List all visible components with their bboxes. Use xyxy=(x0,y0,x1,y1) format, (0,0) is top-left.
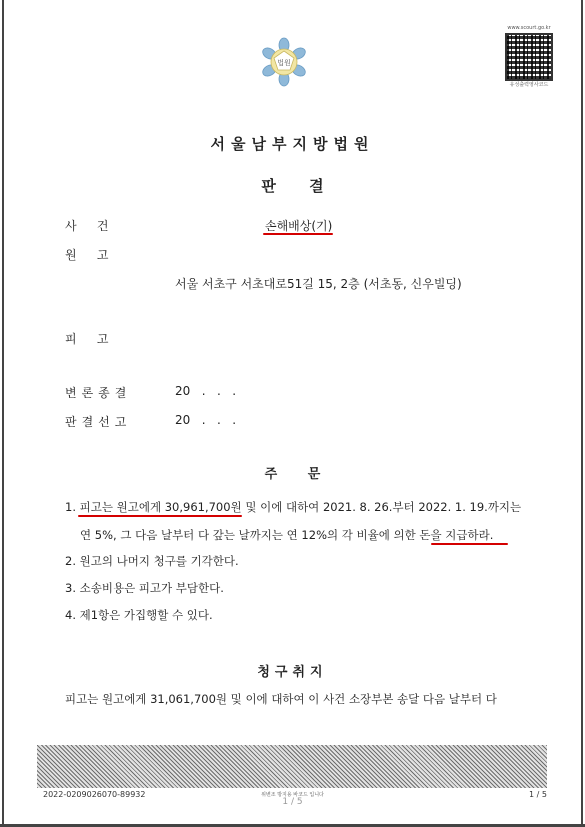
ruling-heading-right: 문 xyxy=(307,467,321,482)
document-number: 2022-0209026070-89932 xyxy=(43,790,146,799)
court-emblem-icon xyxy=(259,37,309,87)
page-right-border xyxy=(581,0,583,827)
qr-caption: 유성출력영사코드 xyxy=(509,82,549,88)
document-title xyxy=(0,175,585,196)
title-left: 판 xyxy=(261,177,276,195)
ruling-heading xyxy=(0,463,585,482)
closing-label: 변론종결 xyxy=(65,386,132,400)
emblem-text: 법원 xyxy=(277,59,291,67)
claim-text: 피고는 원고에게 31,061,700원 및 이에 대하여 이 사건 소장부본 송달 다음 날부터 다 xyxy=(65,692,497,706)
ruling-item-1-line-1: 1. 피고는 원고에게 30,961,700원 및 이에 대하여 2021. 8. 26.부터 2022. 1. 19.까지는 xyxy=(65,500,522,514)
claim-heading: 청구취지 xyxy=(257,665,328,680)
ruling-amount: 피고는 원고에게 30,961,700원 xyxy=(79,500,242,514)
ruling-item-1-line-2: 연 5%, 그 다음 날부터 다 갚는 날까지는 연 12%의 각 비율에 의한 돈을 지급하라. xyxy=(80,528,494,542)
case-value: 손해배상(기) xyxy=(265,219,333,233)
center-page-number: 1 / 5 xyxy=(282,797,303,807)
defendant-label: 피 고 xyxy=(65,332,110,346)
page-left-border xyxy=(2,0,4,827)
sentence-label: 판결선고 xyxy=(65,415,132,429)
amount-underline xyxy=(78,515,242,517)
case-underline xyxy=(263,233,333,235)
qr-block xyxy=(503,25,555,89)
ruling-item-4: 4. 제1항은 가집행할 수 있다. xyxy=(65,608,213,622)
plaintiff-label: 원 고 xyxy=(65,248,110,262)
court-name: 서울남부지방법원 xyxy=(210,135,375,153)
title-right: 결 xyxy=(309,177,324,195)
ruling-heading-left: 주 xyxy=(264,467,278,482)
sentence-date: 20 . . . xyxy=(175,413,237,427)
pay-order-underline xyxy=(431,543,508,545)
anti-forgery-barcode xyxy=(37,745,547,788)
ruling-pay-order: 돈을 지급하라. xyxy=(419,528,494,542)
plaintiff-address: 서울 서초구 서초대로51길 15, 2층 (서초동, 신우빌딩) xyxy=(175,277,462,291)
ruling-item-3: 3. 소송비용은 피고가 부담한다. xyxy=(65,581,224,595)
closing-date: 20 . . . xyxy=(175,384,237,398)
qr-code-icon xyxy=(505,33,553,81)
ruling-item-2: 2. 원고의 나머지 청구를 기각한다. xyxy=(65,554,239,568)
barcode-note: 위변조 방지용 바코드 입니다 xyxy=(261,792,324,798)
page-number: 1 / 5 xyxy=(529,790,547,799)
qr-url: www.scourt.go.kr xyxy=(507,25,551,31)
case-label: 사 건 xyxy=(65,219,110,233)
